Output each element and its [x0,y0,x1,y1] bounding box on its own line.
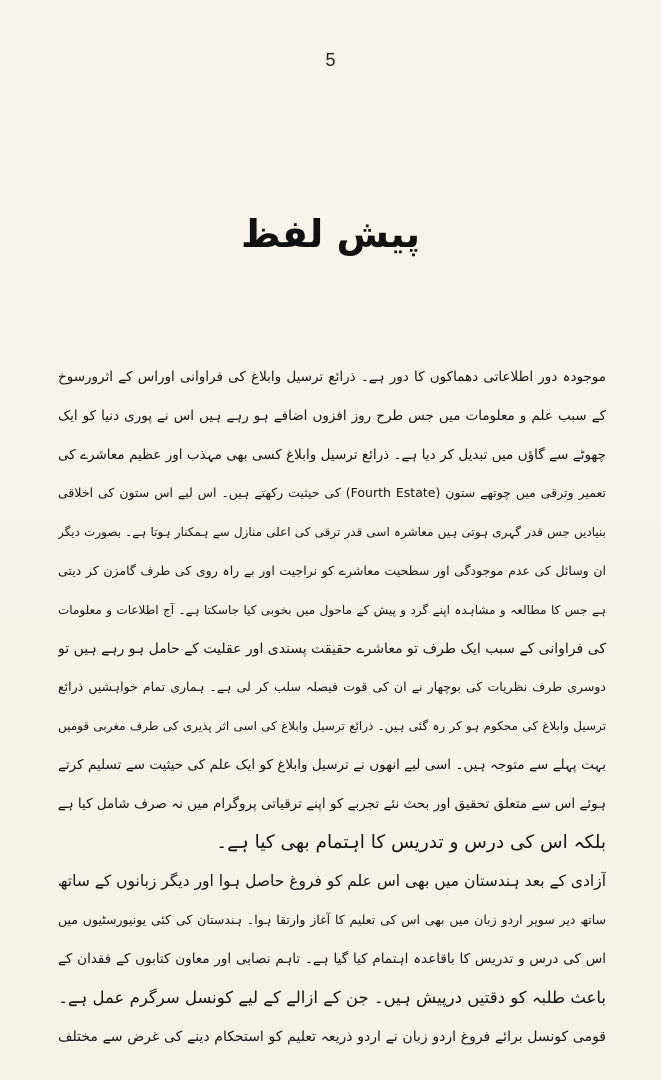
text-line: ترسیل وابلاغ کی محکوم ہو کر رہ گئی ہیں۔ ذرائع ترسیل وابلاغ کی اسی اثر پذیری کی طرف مغربی قومیں [58,719,606,734]
text-line: کے سبب علم و معلومات میں جس طرح روز افزوں اضافے ہو رہے ہیں اس نے پوری دنیا کو ایک [58,407,606,424]
text-line: آزادی کے بعد ہندستان میں بھی اس علم کو فروغ حاصل ہوا اور دیگر زبانوں کے ساتھ [58,872,606,891]
text-line: باعث طلبہ کو دقتیں درپیش ہیں۔ جن کے ازالے کے لیے کونسل سرگرم عمل ہے۔ [58,987,606,1007]
text-line: ان وسائل کی عدم موجودگی اور سطحیت معاشرے کو نراجیت اور بے راہ روی کی طرف گامزن کر دیتی [58,562,606,578]
text-line: بلکہ اس کی درس و تدریس کا اہتمام بھی کیا ہے۔ [216,831,606,853]
page-number: 5 [325,50,336,70]
text-line: تعمیر وترقی میں چوتھے ستون (Fourth Estate) کی حیثیت رکھتے ہیں۔ اس لیے اس ستون کی اخلاقی [58,485,606,501]
text-line: ہوئے اس سے متعلق تحقیق اور بحث نئے تجربے کو اپنے ترقیاتی پروگرام میں نہ صرف شامل کیا ہے [58,795,606,812]
text-line: دوسری طرف نظریات کی بوچھار نے ان کی قوت فیصلہ سلب کر لی ہے۔ ہماری تمام خواہشیں ذرائع [58,679,606,695]
text-line: چھوٹے سے گاؤں میں تبدیل کر دیا ہے۔ ذرائع ترسیل وابلاغ کسی بھی مہذب اور عظیم معاشرے کی [58,446,606,463]
page-heading: پیش لفظ [240,212,421,256]
text-line: کی فراوانی کے سبب ایک طرف تو معاشرے حقیقت پسندی اور عقلیت کے حامل ہو رہے ہیں تو [58,640,606,657]
body-text [58,358,606,1056]
text-line: موجودہ دور اطلاعاتی دھماکوں کا دور ہے۔ ذرائع ترسیل وابلاغ کی فراوانی اوراس کے اثرورسوخ [58,369,606,385]
text-line: ہے جس کا مطالعہ و مشاہدہ اپنے گرد و پیش کے ماحول میں بخوبی کیا جاسکتا ہے۔ آج اطلاعات و معلومات [58,602,606,617]
text-line: ساتھ دیر سویر اردو زبان میں بھی اس کی تعلیم کا آغاز وارتقا ہوا۔ ہندستان کی کئی یونیورسٹیوں میں [58,912,606,928]
text-line: قومی کونسل برائے فروغ اردو زبان نے اردو ذریعہ تعلیم کو استحکام دینے کی غرض سے مختلف [58,1028,606,1045]
text-line: بنیادیں جس قدر گہری ہوتی ہیں معاشرہ اسی قدر ترقی کی اعلی منازل سے ہمکنار ہوتا ہے۔ بصورت دیگر [58,525,606,540]
text-line: اس کی درس و تدریس کا باقاعدہ اہتمام کیا گیا ہے۔ تاہم نصابی اور معاون کتابوں کے فقدان کے [58,950,606,967]
text-line: بہت پہلے سے متوجہ ہیں۔ اسی لیے انھوں نے ترسیل وابلاغ کو ایک علم کی حیثیت سے تسلیم کرتے [58,756,606,773]
